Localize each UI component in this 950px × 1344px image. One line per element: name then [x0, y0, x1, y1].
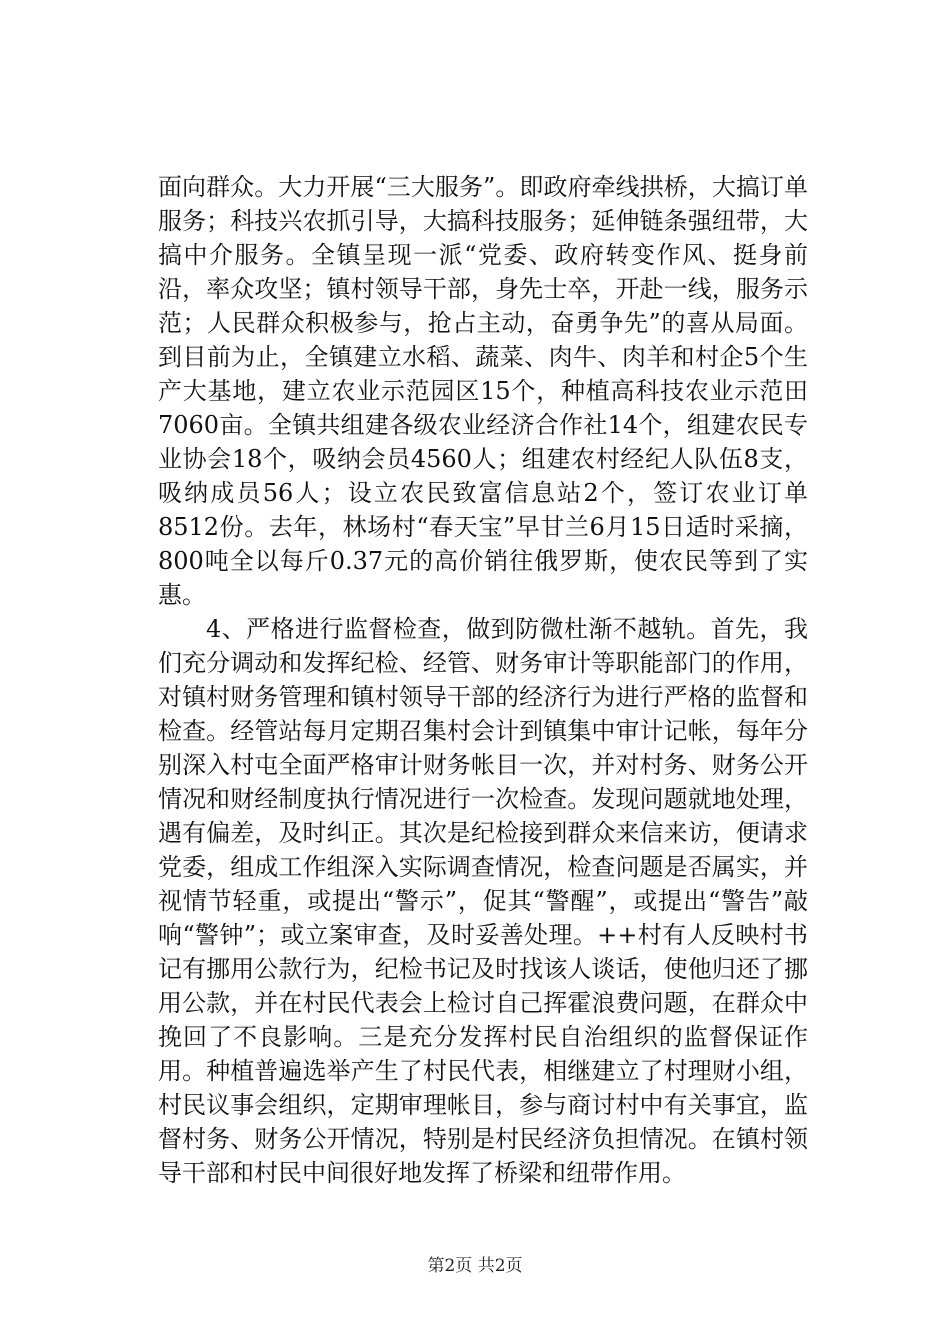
paragraph-services: 面向群众。大力开展“三大服务”。即政府牵线拱桥，大搞订单服务；科技兴农抓引导，大搞科技服务；延伸链条强纽带，大搞中介服务。全镇呈现一派“党委、政府转变作风、挺身前沿，率众攻坚；镇村领导干部，身先士卒，开赴一线，服务示范；人民群众积极参与，抢占主动，奋勇争先”的喜从局面。到目前为止，全镇建立水稻、蔬菜、肉牛、肉羊和村企5个生产大基地，建立农业示范园区15个，种植高科技农业示范田7060亩。全镇共组建各级农业经济合作社14个，组建农民专业协会18个，吸纳会员4560人；组建农村经纪人队伍8支，吸纳成员56人；设立农民致富信息站2个，签订农业订单8512份。去年，林场村“春天宝”早甘兰6月15日适时采摘，800吨全以每斤0.37元的高价销往俄罗斯，使农民等到了实惠。 — [158, 173, 808, 609]
paragraph-supervision: 4、严格进行监督检查，做到防微杜渐不越轨。首先，我们充分调动和发挥纪检、经管、财务审计等职能部门的作用，对镇村财务管理和镇村领导干部的经济行为进行严格的监督和检查。经管站每月定期召集村会计到镇集中审计记帐，每年分别深入村屯全面严格审计财务帐目一次，并对村务、财务公开情况和财经制度执行情况进行一次检查。发现问题就地处理，遇有偏差，及时纠正。其次是纪检接到群众来信来访，便请求党委，组成工作组深入实际调查情况，检查问题是否属实，并视情节轻重，或提出“警示”，促其“警醒”，或提出“警告”敲响“警钟”；或立案审查，及时妥善处理。++村有人反映村书记有挪用公款行为，纪检书记及时找该人谈话，使他归还了挪用公款，并在村民代表会上检讨自己挥霍浪费问题，在群众中挽回了不良影响。三是充分发挥村民自治组织的监督保证作用。种植普遍选举产生了村民代表，相继建立了村理财小组，村民议事会组织，定期审理帐目，参与商讨村中有关事宜，监督村务、财务公开情况，特别是村民经济负担情况。在镇村领导干部和村民中间很好地发挥了桥梁和纽带作用。 — [158, 615, 808, 1187]
page-footer: 第2页 共2页 — [427, 1256, 523, 1276]
document-body — [158, 170, 808, 1190]
